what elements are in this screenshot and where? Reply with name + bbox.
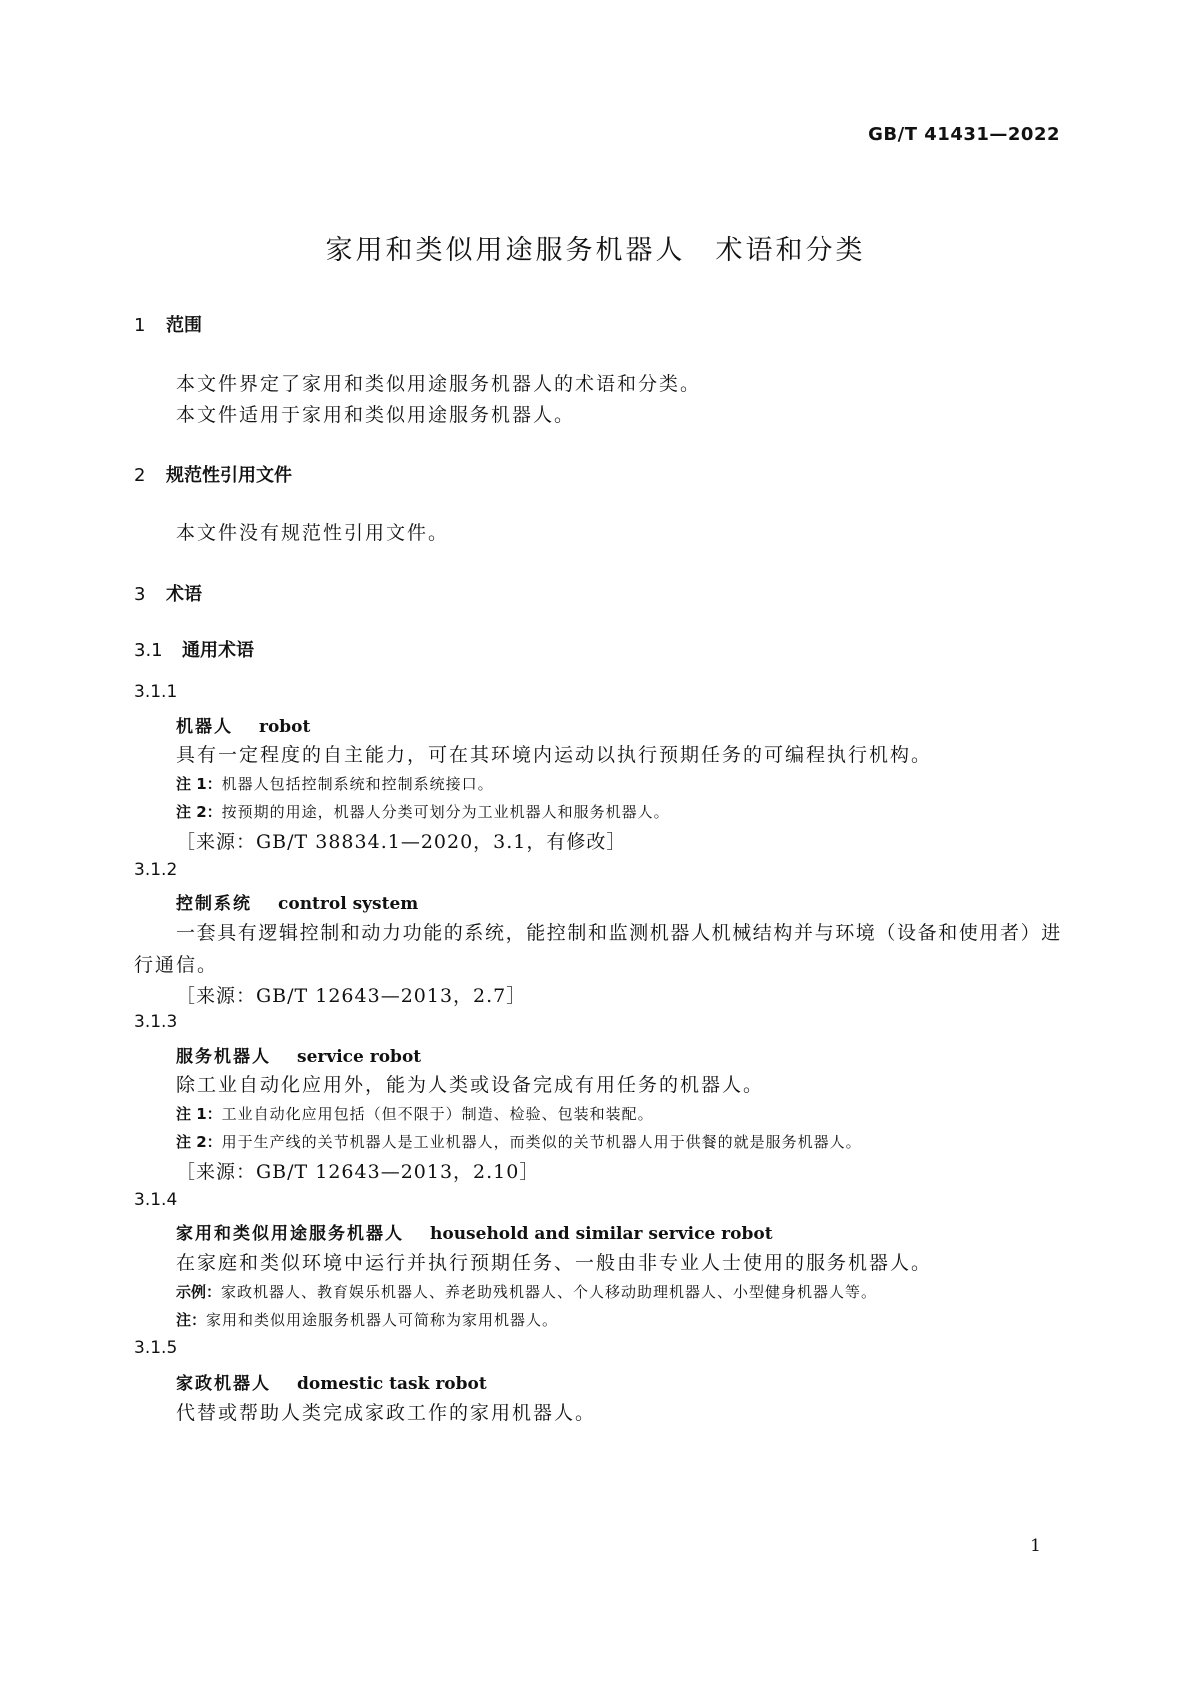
term-heading xyxy=(176,889,418,914)
term-note xyxy=(176,1309,558,1330)
term-note xyxy=(176,801,670,822)
note-label: 注： xyxy=(176,1311,207,1329)
section-3-heading xyxy=(134,580,202,606)
term-number: 3.1.3 xyxy=(134,1012,178,1032)
term-en: robot xyxy=(259,717,311,737)
term-heading xyxy=(176,1042,421,1067)
note-label: 注 1： xyxy=(176,775,222,793)
scope-paragraph-2: 本文件适用于家用和类似用途服务机器人。 xyxy=(176,404,576,426)
term-heading xyxy=(176,712,310,737)
term-number: 3.1.5 xyxy=(134,1338,178,1358)
term-number: 3.1.2 xyxy=(134,860,178,880)
term-definition: 在家庭和类似环境中运行并执行预期任务、一般由非专业人士使用的服务机器人。 xyxy=(176,1252,933,1274)
term-en: control system xyxy=(278,894,419,914)
section-title: 术语 xyxy=(166,584,202,605)
note-text: 家政机器人、教育娱乐机器人、养老助残机器人、个人移动助理机器人、小型健身机器人等。 xyxy=(221,1283,878,1301)
term-source: ［来源：GB/T 12643—2013，2.10］ xyxy=(176,1161,540,1183)
section-title: 范围 xyxy=(166,315,202,336)
term-note xyxy=(176,1131,862,1152)
term-note xyxy=(176,773,494,794)
term-zh: 服务机器人 xyxy=(176,1047,271,1067)
section-number: 3 xyxy=(134,584,146,605)
document-title-main: 家用和类似用途服务机器人 xyxy=(325,235,686,266)
section-3-1-heading xyxy=(134,636,254,662)
term-note xyxy=(176,1103,654,1124)
section-number: 1 xyxy=(134,315,146,336)
term-definition: 一套具有逻辑控制和动力功能的系统，能控制和监测机器人机械结构并与环境（设备和使用者）进 xyxy=(176,922,1062,944)
term-source: ［来源：GB/T 38834.1—2020，3.1，有修改］ xyxy=(176,831,627,853)
note-label: 注 2： xyxy=(176,1133,222,1151)
section-number: 3.1 xyxy=(134,640,163,661)
scope-paragraph-1: 本文件界定了家用和类似用途服务机器人的术语和分类。 xyxy=(176,373,702,395)
term-zh: 家政机器人 xyxy=(176,1374,271,1394)
section-1-heading xyxy=(134,311,202,337)
term-zh: 家用和类似用途服务机器人 xyxy=(176,1224,404,1244)
section-2-heading xyxy=(134,461,292,487)
section-title: 规范性引用文件 xyxy=(166,465,292,486)
term-zh: 机器人 xyxy=(176,717,233,737)
note-text: 按预期的用途，机器人分类可划分为工业机器人和服务机器人。 xyxy=(221,803,670,821)
term-definition-continuation: 行通信。 xyxy=(134,954,219,976)
document-title-sub: 术语和分类 xyxy=(715,235,866,266)
note-text: 机器人包括控制系统和控制系统接口。 xyxy=(221,775,494,793)
term-definition: 代替或帮助人类完成家政工作的家用机器人。 xyxy=(176,1402,597,1424)
term-source: ［来源：GB/T 12643—2013，2.7］ xyxy=(176,985,527,1007)
section-number: 2 xyxy=(134,465,146,486)
section-title: 通用术语 xyxy=(182,640,254,661)
term-number: 3.1.1 xyxy=(134,682,178,702)
note-text: 用于生产线的关节机器人是工业机器人，而类似的关节机器人用于供餐的就是服务机器人。 xyxy=(221,1133,862,1151)
term-number: 3.1.4 xyxy=(134,1190,178,1210)
document-title xyxy=(0,228,1191,267)
normative-references-paragraph: 本文件没有规范性引用文件。 xyxy=(176,522,450,544)
term-en: household and similar service robot xyxy=(430,1224,773,1244)
term-heading xyxy=(176,1219,773,1244)
term-zh: 控制系统 xyxy=(176,894,252,914)
term-en: domestic task robot xyxy=(297,1374,487,1394)
note-text: 工业自动化应用包括（但不限于）制造、检验、包装和装配。 xyxy=(221,1105,654,1123)
term-definition: 除工业自动化应用外，能为人类或设备完成有用任务的机器人。 xyxy=(176,1074,765,1096)
note-label: 注 2： xyxy=(176,803,222,821)
term-en: service robot xyxy=(297,1047,422,1067)
note-label: 示例： xyxy=(176,1283,222,1301)
standard-code: GB/T 41431—2022 xyxy=(868,124,1060,145)
page-number: 1 xyxy=(1030,1536,1041,1556)
note-text: 家用和类似用途服务机器人可简称为家用机器人。 xyxy=(206,1311,559,1329)
term-definition: 具有一定程度的自主能力，可在其环境内运动以执行预期任务的可编程执行机构。 xyxy=(176,744,933,766)
term-example xyxy=(176,1281,877,1302)
term-heading xyxy=(176,1369,487,1394)
note-label: 注 1： xyxy=(176,1105,222,1123)
